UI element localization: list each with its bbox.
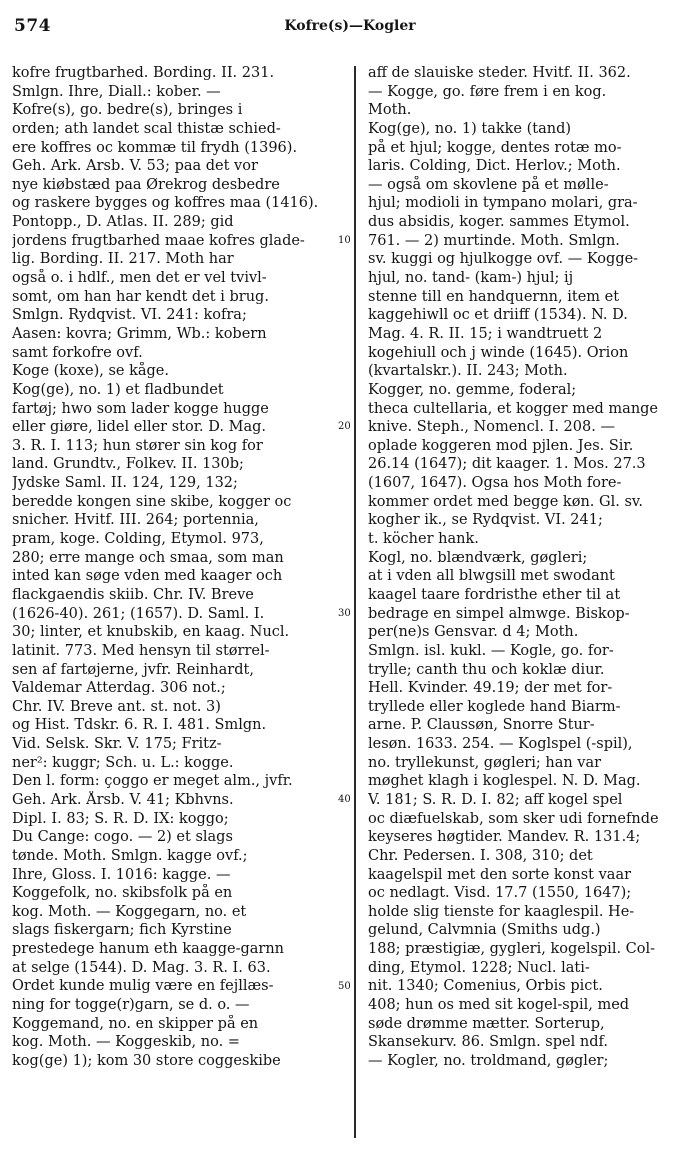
text-line: Kog(ge), no. 1) et fladbundet bbox=[12, 381, 224, 398]
text-line: 761. — 2) murtinde. Moth. Smlgn. bbox=[368, 232, 620, 249]
text-line: 408; hun os med sit kogel-spil, med bbox=[368, 997, 630, 1014]
text-line: at i vden all blwgsill met swodant bbox=[368, 568, 615, 585]
text-line: (1607, 1647). Ogsa hos Moth fore- bbox=[368, 475, 622, 492]
text-line: oc diæfuelskab, som sker udi fornefnde bbox=[368, 810, 659, 827]
text-line: Koggefolk, no. skibsfolk på en bbox=[12, 885, 233, 902]
text-line: Koggemand, no. en skipper på en bbox=[12, 1015, 259, 1032]
page-header bbox=[0, 0, 700, 48]
text-line: Den l. form: çoggo er meget alm., jvfr. bbox=[12, 773, 293, 790]
text-line: bedrage en simpel almwge. Biskop- bbox=[368, 605, 630, 622]
text-line: kogehiull och j winde (1645). Orion bbox=[368, 344, 629, 361]
text-line: holde slig tienste for kaaglespil. He- bbox=[368, 903, 635, 920]
running-head: Kofre(s)—Kogler bbox=[284, 18, 416, 34]
text-line: snicher. Hvitf. III. 264; portennia, bbox=[12, 512, 259, 529]
text-line: Smlgn. Rydqvist. VI. 241: kofra; bbox=[12, 307, 247, 324]
text-line: ning for togge(r)garn, se d. o. — bbox=[12, 997, 250, 1014]
text-line: Kofre(s), go. bedre(s), bringes i bbox=[12, 102, 243, 119]
text-line: knive. Steph., Nomencl. I. 208. — bbox=[368, 419, 615, 436]
text-line: 30; linter, et knubskib, en kaag. Nucl. bbox=[12, 624, 290, 641]
text-line: ere koffres oc kommæ til frydh (1396). bbox=[12, 139, 298, 156]
text-line: — Kogge, go. føre frem i en kog. bbox=[368, 83, 607, 100]
line-number-marker: 10 bbox=[338, 234, 351, 246]
text-line: Valdemar Atterdag. 306 not.; bbox=[12, 680, 226, 697]
line-number-marker: 50 bbox=[338, 980, 351, 992]
text-line: Geh. Ark. Arsb. V. 53; paa det vor bbox=[12, 158, 258, 175]
text-line: inted kan søge vden med kaager och bbox=[12, 568, 283, 585]
text-line: slags fiskergarn; fich Kyrstine bbox=[12, 922, 232, 939]
text-line: nit. 1340; Comenius, Orbis pict. bbox=[368, 978, 603, 995]
text-line: Koge (koxe), se kåge. bbox=[12, 363, 169, 380]
text-line: kaggehiwll oc et driiff (1534). N. D. bbox=[368, 307, 628, 324]
text-line: — Kogler, no. troldmand, gøgler; bbox=[368, 1052, 609, 1069]
text-line: samt forkofre ovf. bbox=[12, 344, 143, 361]
text-line: eller giøre, lidel eller stor. D. Mag. bbox=[12, 419, 266, 436]
text-line: V. 181; S. R. D. I. 82; aff kogel spel bbox=[368, 791, 623, 808]
text-line: ding, Etymol. 1228; Nucl. lati- bbox=[368, 959, 590, 976]
text-line: kogher ik., se Rydqvist. VI. 241; bbox=[368, 512, 603, 529]
text-line: Vid. Selsk. Skr. V. 175; Fritz- bbox=[12, 736, 222, 753]
text-line: 188; præstigiæ, gygleri, kogelspil. Col- bbox=[368, 941, 656, 958]
text-line: keyseres høgtider. Mandev. R. 131.4; bbox=[368, 829, 641, 846]
text-line: sv. kuggi og hjulkogge ovf. — Kogge- bbox=[368, 251, 639, 268]
line-number-marker: 30 bbox=[338, 607, 351, 619]
text-line: tønde. Moth. Smlgn. kagge ovf.; bbox=[12, 847, 248, 864]
text-line: Jydske Saml. II. 124, 129, 132; bbox=[12, 475, 238, 492]
text-line: flackgaendis skiib. Chr. IV. Breve bbox=[12, 586, 254, 603]
text-line: Kog(ge), no. 1) takke (tand) bbox=[368, 120, 572, 137]
text-line: Mag. 4. R. II. 15; i wandtruett 2 bbox=[368, 325, 603, 342]
text-line: møghet klagh i koglespel. N. D. Mag. bbox=[368, 773, 641, 790]
text-line: no. tryllekunst, gøgleri; han var bbox=[368, 754, 602, 771]
text-line: kaagel taare fordristhe ether til at bbox=[368, 586, 621, 603]
text-line: land. Grundtv., Folkev. II. 130b; bbox=[12, 456, 244, 473]
text-line: tryllede eller koglede hand Biarm- bbox=[368, 698, 621, 715]
text-line: Pontopp., D. Atlas. II. 289; gid bbox=[12, 214, 234, 231]
text-line: ner²: kuggr; Sch. u. L.: kogge. bbox=[12, 754, 234, 771]
text-line: fartøj; hwo som lader kogge hugge bbox=[12, 400, 269, 417]
text-line: trylle; canth thu och koklæ diur. bbox=[368, 661, 605, 678]
text-line: kofre frugtbarhed. Bording. II. 231. bbox=[12, 65, 275, 81]
text-line: og raskere bygges og koffres maa (1416). bbox=[12, 195, 319, 212]
text-line: Ordet kunde mulig være en fejllæs- bbox=[12, 978, 274, 995]
text-line: Dipl. I. 83; S. R. D. IX: koggo; bbox=[12, 810, 229, 827]
text-line: 3. R. I. 113; hun stører sin kog for bbox=[12, 437, 263, 454]
text-line: kog. Moth. — Koggegarn, no. et bbox=[12, 903, 247, 920]
text-line: Skansekurv. 86. Smlgn. spel ndf. bbox=[368, 1034, 608, 1051]
text-line: Chr. Pedersen. I. 308, 310; det bbox=[368, 847, 593, 864]
text-line: at selge (1544). D. Mag. 3. R. I. 63. bbox=[12, 959, 271, 976]
text-line: per(ne)s Gensvar. d 4; Moth. bbox=[368, 624, 579, 641]
text-line: hjul; modioli in tympano molari, gra- bbox=[368, 195, 638, 212]
text-line: Du Cange: cogo. — 2) et slags bbox=[12, 829, 233, 846]
line-number-marker: 20 bbox=[338, 421, 351, 433]
text-line: arne. P. Claussøn, Snorre Stur- bbox=[368, 717, 595, 734]
line-number-gutter bbox=[338, 64, 368, 1144]
text-line: kog(ge) 1); kom 30 store coggeskibe bbox=[12, 1052, 281, 1069]
text-line: søde drømme mætter. Sorterup, bbox=[368, 1015, 605, 1032]
right-column bbox=[368, 64, 690, 1071]
text-line: Aasen: kovra; Grimm, Wb.: kobern bbox=[12, 325, 267, 342]
text-line: (1626-40). 261; (1657). D. Saml. I. bbox=[12, 605, 265, 622]
text-line: orden; ath landet scal thistæ schied- bbox=[12, 120, 281, 137]
text-line: latinit. 773. Med hensyn til størrel- bbox=[12, 642, 270, 659]
text-line: på et hjul; kogge, dentes rotæ mo- bbox=[368, 139, 622, 156]
text-line: lesøn. 1633. 254. — Koglspel (-spil), bbox=[368, 736, 633, 753]
text-line: også o. i hdlf., men det er vel tvivl- bbox=[12, 270, 267, 287]
text-line: lig. Bording. II. 217. Moth har bbox=[12, 251, 234, 268]
text-line: stenne till en handquernn, item et bbox=[368, 288, 620, 305]
text-line: prestedege hanum eth kaagge-garnn bbox=[12, 941, 285, 958]
text-line: gelund, Calvmnia (Smiths udg.) bbox=[368, 922, 601, 939]
text-line: Kogger, no. gemme, foderal; bbox=[368, 381, 577, 398]
text-line: oc nedlagt. Visd. 17.7 (1550, 1647); bbox=[368, 885, 632, 902]
text-line: Hell. Kvinder. 49.19; der met for- bbox=[368, 680, 613, 697]
text-line: nye kiøbstæd paa Ørekrog desbedre bbox=[12, 176, 280, 193]
text-line: t. köcher hank. bbox=[368, 531, 479, 548]
text-line: Smlgn. isl. kukl. — Kogle, go. for- bbox=[368, 642, 614, 659]
text-line: 280; erre mange och smaa, som man bbox=[12, 549, 284, 566]
text-line: Ihre, Gloss. I. 1016: kagge. — bbox=[12, 866, 231, 883]
text-line: 26.14 (1647); dit kaager. 1. Mos. 27.3 bbox=[368, 456, 646, 473]
text-line: Moth. bbox=[368, 102, 412, 119]
text-line: kog. Moth. — Koggeskib, no. = bbox=[12, 1034, 240, 1051]
text-line: pram, koge. Colding, Etymol. 973, bbox=[12, 531, 264, 548]
text-line: og Hist. Tdskr. 6. R. I. 481. Smlgn. bbox=[12, 717, 267, 734]
text-line: Smlgn. Ihre, Diall.: kober. — bbox=[12, 83, 221, 100]
text-line: aff de slauiske steder. Hvitf. II. 362. bbox=[368, 65, 631, 81]
text-line: kommer ordet med begge køn. Gl. sv. bbox=[368, 493, 643, 510]
text-line: somt, om han har kendt det i brug. bbox=[12, 288, 269, 305]
text-line: jordens frugtbarhed maae kofres glade- bbox=[12, 232, 305, 249]
page-number: 574 bbox=[14, 16, 51, 36]
text-line: kaagelspil met den sorte konst vaar bbox=[368, 866, 632, 883]
left-column bbox=[12, 64, 342, 1071]
text-line: theca cultellaria, et kogger med mange bbox=[368, 400, 659, 417]
text-line: Kogl, no. blændværk, gøgleri; bbox=[368, 549, 588, 566]
text-line: sen af fartøjerne, jvfr. Reinhardt, bbox=[12, 661, 254, 678]
line-number-marker: 40 bbox=[338, 794, 351, 806]
text-line: — også om skovlene på et mølle- bbox=[368, 176, 609, 193]
text-line: laris. Colding, Dict. Herlov.; Moth. bbox=[368, 158, 621, 175]
text-line: (kvartalskr.). II. 243; Moth. bbox=[368, 363, 568, 380]
text-line: oplade koggeren mod pjlen. Jes. Sir. bbox=[368, 437, 634, 454]
text-line: dus absidis, koger. sammes Etymol. bbox=[368, 214, 630, 231]
text-line: Chr. IV. Breve ant. st. not. 3) bbox=[12, 698, 221, 715]
text-line: hjul, no. tand- (kam-) hjul; ij bbox=[368, 270, 574, 287]
text-line: Geh. Ark. Årsb. V. 41; Kbhvns. bbox=[12, 791, 234, 808]
text-line: beredde kongen sine skibe, kogger oc bbox=[12, 493, 292, 510]
